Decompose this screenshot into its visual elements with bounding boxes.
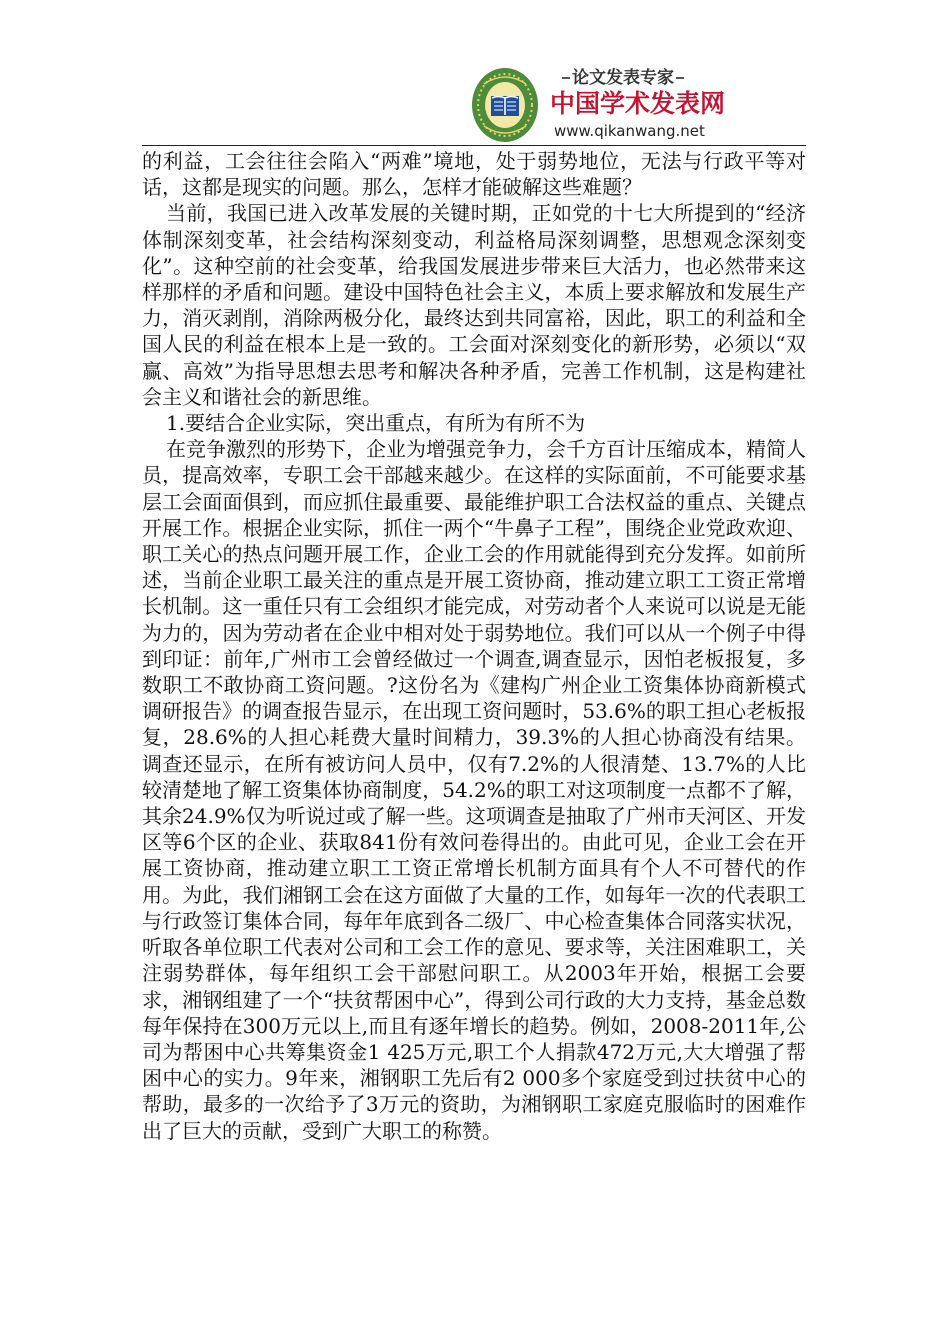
header-divider	[142, 145, 806, 146]
logo-brand-name: 中国学术发表网	[550, 89, 726, 118]
logo-text	[544, 66, 726, 144]
site-logo	[470, 66, 726, 144]
article-body	[142, 148, 806, 1144]
paragraph-section-body: 在竞争激烈的形势下，企业为增强竞争力，会千方百计压缩成本，精简人员，提高效率，专职工会干部越来越少。在这样的实际面前，不可能要求基层工会面面俱到，而应抓住最重要、最能维护职工合法权益的重点、关键点开展工作。根据企业实际，抓住一两个“牛鼻子工程”，围绕企业党政欢迎、职工关心的热点问题开展工作，企业工会的作用就能得到充分发挥。如前所述，当前企业职工最关注的重点是开展工资协商，推动建立职工工资正常增长机制。这一重任只有工会组织才能完成，对劳动者个人来说可以说是无能为力的，因为劳动者在企业中相对处于弱势地位。我们可以从一个例子中得到印证：前年,广州市工会曾经做过一个调查,调查显示，因怕老板报复，多数职工不敢协商工资问题。?这份名为《建构广州企业工资集体协商新模式调研报告》的调查报告显示，在出现工资问题时，53.6%的职工担心老板报复，28.6%的人担心耗费大量时间精力，39.3%的人担心协商没有结果。调查还显示，在所有被访问人员中，仅有7.2%的人很清楚、13.7%的人比较清楚地了解工资集体协商制度，54.2%的职工对这项制度一点都不了解，其余24.9%仅为听说过或了解一些。这项调查是抽取了广州市天河区、开发区等6个区的企业、获取841份有效问卷得出的。由此可见，企业工会在开展工资协商，推动建立职工工资正常增长机制方面具有个人不可替代的作用。为此，我们湘钢工会在这方面做了大量的工作，如每年一次的代表职工与行政签订集体合同，每年年底到各二级厂、中心检查集体合同落实状况，听取各单位职工代表对公司和工会工作的意见、要求等，关注困难职工，关注弱势群体，每年组织工会干部慰问职工。从2003年开始，根据工会要求，湘钢组建了一个“扶贫帮困中心”，得到公司行政的大力支持，基金总数每年保持在300万元以上,而且有逐年增长的趋势。例如，2008-2011年,公司为帮困中心共筹集资金1 425万元,职工个人捐款472万元,大大增强了帮困中心的实力。9年来，湘钢职工先后有2 000多个家庭受到过扶贫中心的帮助，最多的一次给予了3万元的资助，为湘钢职工家庭克服临时的困难作出了巨大的贡献，受到广大职工的称赞。	[142, 437, 806, 1143]
section-heading: 1.要结合企业实际，突出重点，有所为有所不为	[166, 411, 586, 436]
paragraph-continuation: 的利益，工会往往会陷入“两难”境地，处于弱势地位，无法与行政平等对话，这都是现实的问题。那么，怎样才能破解这些难题？	[142, 149, 806, 200]
logo-tagline: 论文发表专家	[544, 68, 702, 88]
paragraph-context: 当前，我国已进入改革发展的关键时期，正如党的十七大所提到的“经济体制深刻变革，社会结构深刻变动，利益格局深刻调整，思想观念深刻变化”。这种空前的社会变革，给我国发展进步带来巨大活力，也必然带来这样那样的矛盾和问题。建设中国特色社会主义，本质上要求解放和发展生产力，消灭剥削，消除两极分化，最终达到共同富裕，因此，职工的利益和全国人民的利益在根本上是一致的。工会面对深刻变化的新形势，必须以“双赢、高效”为指导思想去思考和解决各种矛盾，完善工作机制，这是构建社会主义和谐社会的新思维。	[142, 201, 806, 409]
seal-emblem-icon	[470, 66, 540, 144]
logo-site-url: www.qikanwang.net	[554, 122, 705, 140]
